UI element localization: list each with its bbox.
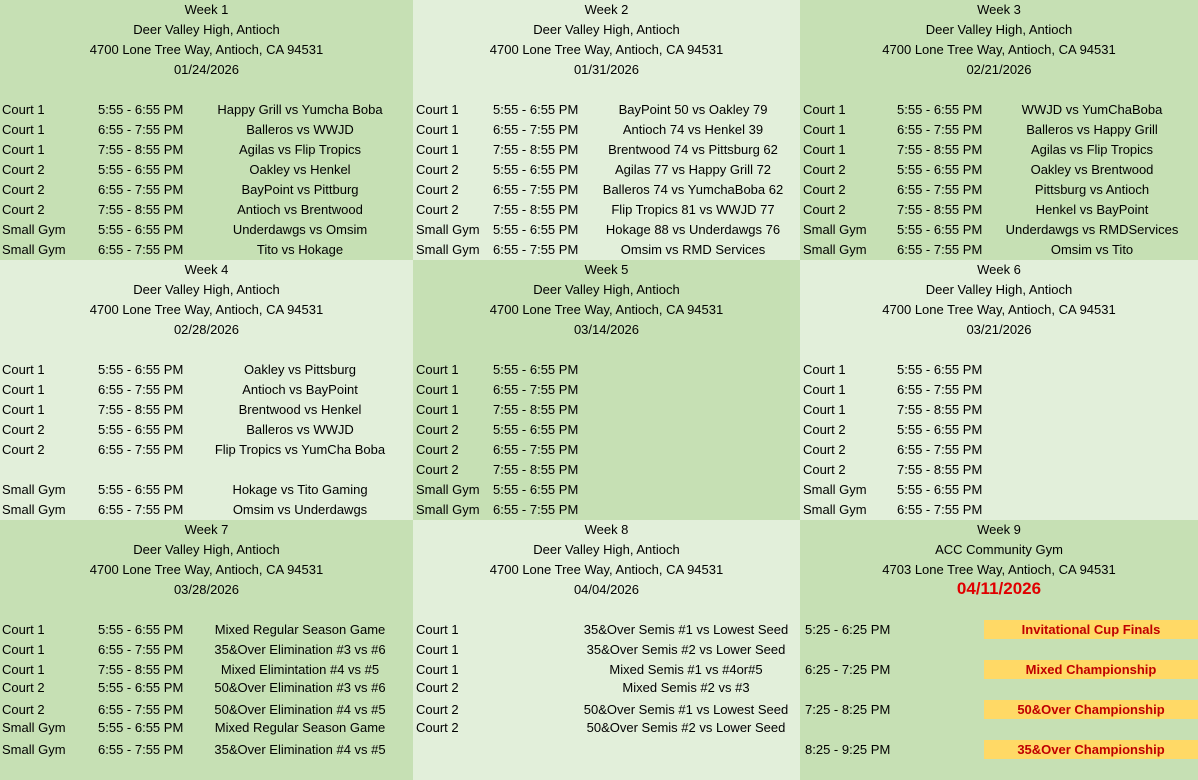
event-highlight: Invitational Cup Finals [984,620,1198,639]
matchup: WWJD vs YumChaBoba [1021,102,1163,117]
time-slot: 6:55 - 7:55 PM [98,702,184,717]
venue-address: 4700 Lone Tree Way, Antioch, CA 94531 [89,302,324,317]
court-label: Court 2 [2,442,45,457]
venue-address: 4700 Lone Tree Way, Antioch, CA 94531 [489,42,724,57]
matchup: Oakley vs Pittsburg [244,362,356,377]
time-slot: 7:55 - 8:55 PM [897,402,983,417]
court-label: Court 1 [416,622,459,637]
court-label: Court 2 [803,162,846,177]
matchup: Mixed Elimintation #4 vs #5 [220,662,380,677]
venue-name: Deer Valley High, Antioch [533,282,680,297]
game-row [0,200,413,220]
game-row [413,420,800,440]
matchup: Omsim vs Tito [1050,242,1134,257]
game-row [0,360,413,380]
court-label: Court 1 [416,122,459,137]
game-row [0,718,413,738]
court-label: Small Gym [416,502,480,517]
time-slot: 7:55 - 8:55 PM [493,142,579,157]
time-slot: 6:55 - 7:55 PM [98,742,184,757]
week-7-block [0,520,413,780]
matchup: Omsim vs RMD Services [620,242,766,257]
game-row [0,400,413,420]
matchup: Hokage vs Tito Gaming [232,482,368,497]
time-slot: 7:55 - 8:55 PM [98,402,184,417]
court-label: Small Gym [2,742,66,757]
matchup: Mixed Semis #2 vs #3 [622,680,750,695]
week-title: Week 3 [977,2,1021,17]
finals-row [800,740,1198,760]
time-slot: 6:55 - 7:55 PM [493,502,579,517]
matchup: 35&Over Semis #1 vs Lowest Seed [583,622,789,637]
court-label: Court 2 [416,702,459,717]
game-row [800,500,1198,520]
court-label: Court 1 [803,102,846,117]
week-date: 01/31/2026 [573,62,640,77]
time-slot: 6:55 - 7:55 PM [98,502,184,517]
court-label: Court 1 [416,642,459,657]
court-label: Small Gym [416,242,480,257]
court-label: Court 2 [2,422,45,437]
matchup: BayPoint 50 vs Oakley 79 [618,102,768,117]
court-label: Court 2 [803,182,846,197]
game-row [413,100,800,120]
matchup: Flip Tropics vs YumCha Boba [214,442,386,457]
week-9-block [800,520,1198,780]
court-label: Court 2 [416,422,459,437]
time-slot: 7:55 - 8:55 PM [897,142,983,157]
time-slot: 7:55 - 8:55 PM [897,462,983,477]
court-label: Court 1 [2,102,45,117]
time-slot: 6:55 - 7:55 PM [493,242,579,257]
court-label: Court 2 [2,702,45,717]
venue-address: 4700 Lone Tree Way, Antioch, CA 94531 [89,562,324,577]
time-slot: 7:25 - 8:25 PM [805,702,891,717]
time-slot: 5:55 - 6:55 PM [98,622,184,637]
game-row [0,420,413,440]
week-2-block [413,0,800,260]
court-label: Court 1 [416,142,459,157]
time-slot: 7:55 - 8:55 PM [897,202,983,217]
court-label: Court 2 [416,720,459,735]
venue-name: Deer Valley High, Antioch [925,22,1073,37]
week-date: 02/21/2026 [966,62,1032,77]
matchup: BayPoint vs Pittburg [241,182,359,197]
court-label: Court 2 [2,202,45,217]
matchup: Mixed Regular Season Game [214,622,386,637]
matchup: Flip Tropics 81 vs WWJD 77 [611,202,775,217]
court-label: Court 2 [416,202,459,217]
time-slot: 5:55 - 6:55 PM [897,482,983,497]
court-label: Court 2 [803,202,846,217]
venue-address: 4700 Lone Tree Way, Antioch, CA 94531 [882,42,1116,57]
time-slot: 6:55 - 7:55 PM [897,182,983,197]
venue-address: 4703 Lone Tree Way, Antioch, CA 94531 [882,562,1116,577]
time-slot: 7:55 - 8:55 PM [98,662,184,677]
game-row [413,380,800,400]
court-label: Court 1 [416,102,459,117]
matchup: Underdawgs vs RMDServices [1005,222,1179,237]
week-date: 03/28/2026 [173,582,240,597]
time-slot: 6:55 - 7:55 PM [98,382,184,397]
court-label: Court 1 [2,622,45,637]
week-title: Week 6 [977,262,1021,277]
court-label: Court 2 [803,442,846,457]
time-slot: 5:55 - 6:55 PM [493,222,579,237]
game-row [800,240,1198,260]
time-slot: 5:55 - 6:55 PM [493,422,579,437]
time-slot: 5:55 - 6:55 PM [98,102,184,117]
time-slot: 5:25 - 6:25 PM [805,622,891,637]
game-row [0,640,413,660]
matchup: Balleros vs WWJD [246,422,354,437]
time-slot: 5:55 - 6:55 PM [897,102,983,117]
venue-name: Deer Valley High, Antioch [533,542,680,557]
court-label: Small Gym [2,720,66,735]
time-slot: 6:55 - 7:55 PM [897,122,983,137]
game-row [800,100,1198,120]
game-row [0,678,413,698]
time-slot: 6:55 - 7:55 PM [493,382,579,397]
matchup: Henkel vs BayPoint [1035,202,1149,217]
court-label: Court 2 [2,680,45,695]
time-slot: 6:55 - 7:55 PM [493,122,579,137]
game-row [800,140,1198,160]
court-label: Court 1 [803,382,846,397]
game-row [0,660,413,680]
time-slot: 6:55 - 7:55 PM [897,242,983,257]
time-slot: 7:55 - 8:55 PM [493,402,579,417]
matchup: Hokage 88 vs Underdawgs 76 [605,222,781,237]
time-slot: 5:55 - 6:55 PM [98,422,184,437]
time-slot: 7:55 - 8:55 PM [98,142,184,157]
matchup: Underdawgs vs Omsim [232,222,368,237]
court-label: Court 1 [2,662,45,677]
time-slot: 7:55 - 8:55 PM [493,462,579,477]
venue-name: Deer Valley High, Antioch [533,22,680,37]
time-slot: 6:55 - 7:55 PM [98,122,184,137]
court-label: Small Gym [2,482,66,497]
time-slot: 6:55 - 7:55 PM [98,442,184,457]
court-label: Court 1 [2,402,45,417]
week-date: 03/21/2026 [966,322,1032,337]
matchup: Balleros vs Happy Grill [1026,122,1158,137]
time-slot: 6:55 - 7:55 PM [897,502,983,517]
game-row [413,120,800,140]
time-slot: 8:25 - 9:25 PM [805,742,891,757]
matchup: Pittsburg vs Antioch [1034,182,1150,197]
game-row [413,360,800,380]
game-row [413,140,800,160]
court-label: Court 1 [416,662,459,677]
game-row [413,400,800,420]
game-row [800,400,1198,420]
time-slot: 6:55 - 7:55 PM [98,182,184,197]
game-row [0,700,413,720]
game-row [0,480,413,500]
court-label: Court 2 [416,680,459,695]
time-slot: 5:55 - 6:55 PM [493,482,579,497]
game-row [800,220,1198,240]
week-8-block [413,520,800,780]
matchup: Antioch 74 vs Henkel 39 [622,122,764,137]
week-3-block [800,0,1198,260]
matchup: Brentwood 74 vs Pittsburg 62 [608,142,778,157]
game-row [800,160,1198,180]
time-slot: 6:55 - 7:55 PM [98,242,184,257]
game-row [0,500,413,520]
court-label: Court 1 [803,362,846,377]
matchup: 35&Over Semis #2 vs Lower Seed [586,642,786,657]
court-label: Court 2 [803,462,846,477]
time-slot: 6:55 - 7:55 PM [493,182,579,197]
court-label: Court 2 [416,462,459,477]
venue-name: Deer Valley High, Antioch [925,282,1073,297]
game-row [413,220,800,240]
game-row [800,200,1198,220]
venue-address: 4700 Lone Tree Way, Antioch, CA 94531 [882,302,1116,317]
game-row [0,160,413,180]
court-label: Court 2 [416,182,459,197]
time-slot: 5:55 - 6:55 PM [493,102,579,117]
game-row [0,100,413,120]
week-title: Week 2 [584,2,629,17]
court-label: Court 2 [2,182,45,197]
court-label: Small Gym [416,222,480,237]
court-label: Court 1 [2,142,45,157]
week-date: 02/28/2026 [173,322,240,337]
week-title: Week 1 [184,2,229,17]
matchup: Antioch vs Brentwood [237,202,363,217]
court-label: Court 1 [2,642,45,657]
matchup: 35&Over Elimination #4 vs #5 [214,742,386,757]
game-row [413,660,800,680]
court-label: Court 2 [803,422,846,437]
venue-name: Deer Valley High, Antioch [133,542,280,557]
matchup: Happy Grill vs Yumcha Boba [217,102,383,117]
week-title: Week 9 [977,522,1021,537]
matchup: 50&Over Elimination #3 vs #6 [214,680,386,695]
time-slot: 5:55 - 6:55 PM [493,162,579,177]
court-label: Court 1 [803,142,846,157]
court-label: Small Gym [803,242,867,257]
court-label: Court 2 [2,162,45,177]
game-row [800,360,1198,380]
court-label: Small Gym [2,222,66,237]
court-label: Small Gym [803,482,867,497]
week-4-block [0,260,413,520]
game-row [413,440,800,460]
game-row [413,160,800,180]
court-label: Court 1 [416,402,459,417]
event-highlight: 50&Over Championship [984,700,1198,719]
time-slot: 5:55 - 6:55 PM [98,482,184,497]
game-row [413,620,800,640]
game-row [0,180,413,200]
court-label: Court 2 [416,162,459,177]
court-label: Court 1 [803,402,846,417]
court-label: Small Gym [416,482,480,497]
game-row [0,120,413,140]
week-date: 03/14/2026 [573,322,640,337]
game-row [800,420,1198,440]
game-row [0,440,413,460]
game-row [413,180,800,200]
time-slot: 5:55 - 6:55 PM [897,362,983,377]
matchup: Balleros 74 vs YumchaBoba 62 [602,182,784,197]
week-date: 04/04/2026 [573,582,640,597]
venue-name: Deer Valley High, Antioch [133,282,280,297]
court-label: Court 1 [416,362,459,377]
matchup: Mixed Regular Season Game [214,720,386,735]
week-5-block [413,260,800,520]
game-row [413,678,800,698]
week-date: 01/24/2026 [173,62,240,77]
game-row [0,140,413,160]
game-row [413,200,800,220]
venue-address: 4700 Lone Tree Way, Antioch, CA 94531 [489,562,724,577]
game-row [0,380,413,400]
court-label: Court 1 [2,122,45,137]
court-label: Small Gym [803,222,867,237]
game-row [0,620,413,640]
game-row [413,718,800,738]
game-row [800,180,1198,200]
matchup: Balleros vs WWJD [246,122,354,137]
time-slot: 6:25 - 7:25 PM [805,662,891,677]
matchup: Brentwood vs Henkel [238,402,362,417]
finals-row [800,660,1198,680]
matchup: Oakley vs Brentwood [1030,162,1154,177]
matchup: 50&Over Elimination #4 vs #5 [214,702,386,717]
event-highlight: 35&Over Championship [984,740,1198,759]
game-row [413,480,800,500]
matchup: 50&Over Semis #2 vs Lower Seed [586,720,786,735]
matchup: Antioch vs BayPoint [242,382,358,397]
game-row [413,240,800,260]
time-slot: 5:55 - 6:55 PM [897,162,983,177]
time-slot: 5:55 - 6:55 PM [98,720,184,735]
week-title: Week 5 [584,262,629,277]
week-title: Week 4 [184,262,229,277]
matchup: Tito vs Hokage [256,242,344,257]
time-slot: 5:55 - 6:55 PM [897,222,983,237]
matchup: Omsim vs Underdawgs [232,502,368,517]
finals-row [800,620,1198,640]
game-row [800,120,1198,140]
venue-address: 4700 Lone Tree Way, Antioch, CA 94531 [89,42,324,57]
matchup: Oakley vs Henkel [249,162,351,177]
time-slot: 5:55 - 6:55 PM [98,162,184,177]
court-label: Small Gym [2,242,66,257]
court-label: Court 1 [416,382,459,397]
matchup: 50&Over Semis #1 vs Lowest Seed [583,702,789,717]
game-row [800,480,1198,500]
time-slot: 7:55 - 8:55 PM [98,202,184,217]
time-slot: 6:55 - 7:55 PM [897,382,983,397]
court-label: Small Gym [2,502,66,517]
finals-row [800,700,1198,720]
time-slot: 6:55 - 7:55 PM [493,442,579,457]
week-title: Week 7 [184,522,229,537]
week-1-block [0,0,413,260]
matchup: Agilas 77 vs Happy Grill 72 [614,162,772,177]
court-label: Court 1 [2,382,45,397]
matchup: Agilas vs Flip Tropics [238,142,362,157]
game-row [800,380,1198,400]
court-label: Court 2 [416,442,459,457]
time-slot: 6:55 - 7:55 PM [98,642,184,657]
matchup: Agilas vs Flip Tropics [1030,142,1154,157]
court-label: Small Gym [803,502,867,517]
week-6-block [800,260,1198,520]
court-label: Court 1 [803,122,846,137]
venue-name: ACC Community Gym [935,542,1063,557]
court-label: Court 1 [2,362,45,377]
finals-date: 04/11/2026 [956,579,1042,598]
time-slot: 5:55 - 6:55 PM [98,222,184,237]
game-row [800,440,1198,460]
time-slot: 5:55 - 6:55 PM [493,362,579,377]
time-slot: 5:55 - 6:55 PM [98,680,184,695]
matchup: 35&Over Elimination #3 vs #6 [214,642,386,657]
game-row [413,700,800,720]
game-row [0,220,413,240]
game-row [413,500,800,520]
matchup: Mixed Semis #1 vs #4or#5 [609,662,763,677]
game-row [0,240,413,260]
game-row [800,460,1198,480]
event-highlight: Mixed Championship [984,660,1198,679]
game-row [0,740,413,760]
game-row [413,640,800,660]
time-slot: 5:55 - 6:55 PM [98,362,184,377]
game-row [413,460,800,480]
time-slot: 7:55 - 8:55 PM [493,202,579,217]
venue-name: Deer Valley High, Antioch [133,22,280,37]
week-title: Week 8 [584,522,629,537]
time-slot: 6:55 - 7:55 PM [897,442,983,457]
venue-address: 4700 Lone Tree Way, Antioch, CA 94531 [489,302,724,317]
time-slot: 5:55 - 6:55 PM [897,422,983,437]
